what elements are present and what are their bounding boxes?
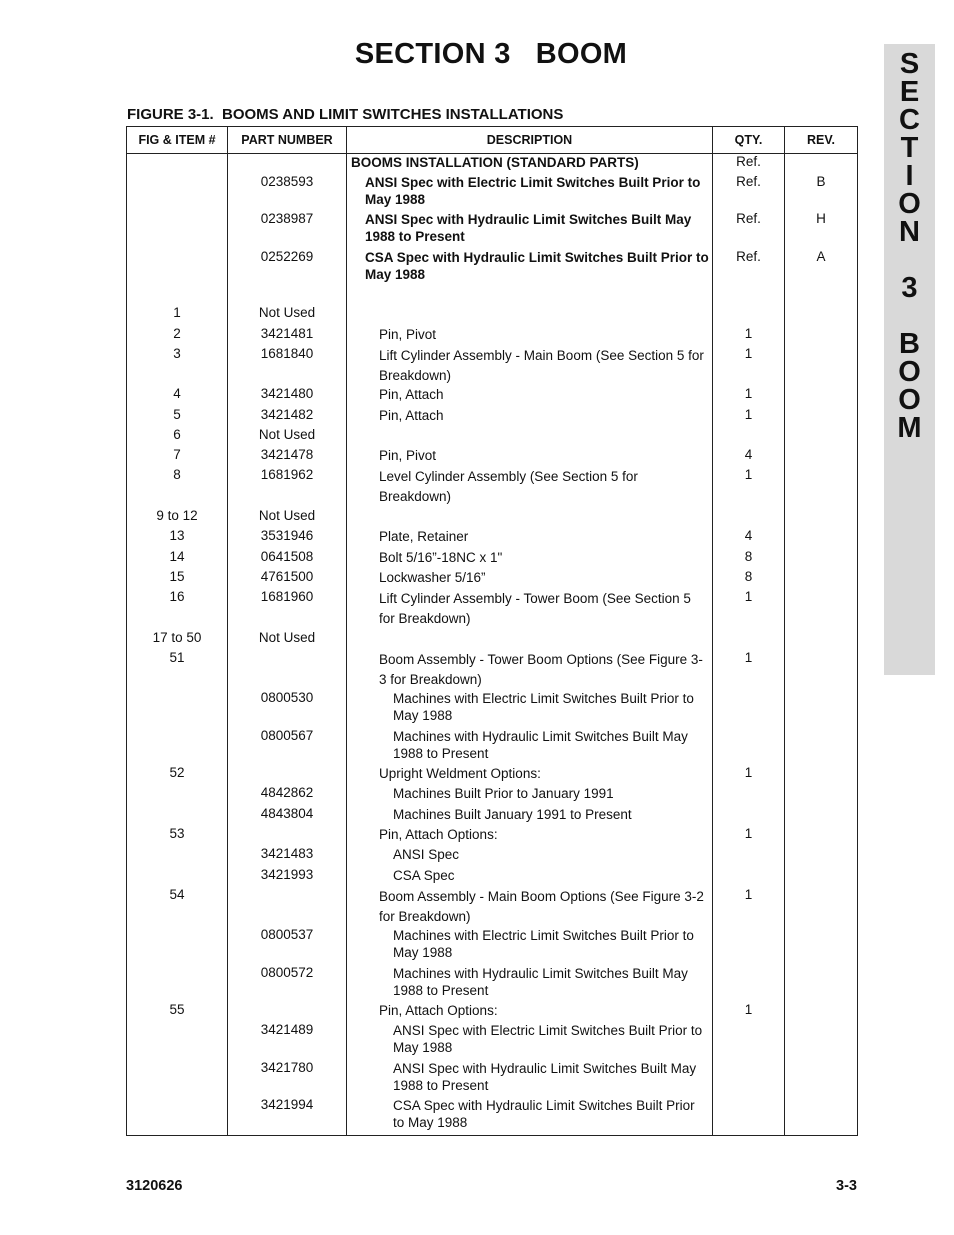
description-cell: ANSI Spec with Electric Limit Switches Built Prior to May 1988 (393, 1023, 703, 1055)
fig-item-cell: 5 (173, 407, 181, 422)
qty-cell: 1 (744, 765, 753, 780)
description-cell: ANSI Spec with Hydraulic Limit Switches Built May 1988 to Present (393, 1061, 697, 1093)
header-qty: QTY. (734, 133, 763, 147)
qty-cell: Ref. (736, 174, 761, 189)
section-side-tab (884, 44, 935, 675)
document-number: 3120626 (126, 1178, 183, 1194)
part-number-cell: 4761500 (260, 569, 314, 584)
qty-cell: 4 (744, 447, 753, 462)
fig-item-cell: 6 (173, 427, 181, 442)
qty-cell: 1 (744, 887, 753, 902)
qty-cell: 1 (744, 467, 753, 482)
description-cell: Bolt 5/16”-18NC x 1" (379, 550, 503, 565)
description-cell: Pin, Pivot (379, 448, 437, 463)
part-number-cell: 4842862 (260, 785, 314, 800)
rev-cell: A (816, 249, 826, 264)
rev-cell: H (816, 211, 826, 226)
side-tab-letter: B (899, 328, 920, 360)
description-cell: Machines with Hydraulic Limit Switches Built May 1988 to Present (393, 966, 688, 998)
qty-cell: 1 (744, 386, 753, 401)
side-tab-letters (884, 44, 935, 442)
description-cell: Level Cylinder Assembly (See Section 5 for Breakdown) (379, 469, 638, 504)
part-number-cell: 3421993 (260, 867, 314, 882)
header-rev: REV. (806, 133, 836, 147)
part-number-cell: 0641508 (260, 549, 314, 564)
part-number-cell: 3421780 (260, 1060, 314, 1075)
figure-title: FIGURE 3-1. BOOMS AND LIMIT SWITCHES INSTALLATIONS (127, 106, 564, 123)
qty-cell: 1 (744, 346, 753, 361)
description-cell: BOOMS INSTALLATION (STANDARD PARTS) (351, 155, 639, 170)
rev-cell: B (816, 174, 826, 189)
part-number-cell: 3421480 (260, 386, 314, 401)
side-tab-letter: I (905, 160, 914, 192)
part-number-cell: 1681960 (260, 589, 314, 604)
qty-cell: 8 (744, 549, 753, 564)
part-number-cell: 1681962 (260, 467, 314, 482)
fig-item-cell: 14 (169, 549, 185, 564)
qty-cell: 1 (744, 589, 753, 604)
part-number-cell: 4843804 (260, 806, 314, 821)
part-number-cell: 0800572 (260, 965, 314, 980)
part-number-cell: Not Used (258, 427, 316, 442)
side-tab-letter: 3 (901, 272, 918, 304)
fig-item-cell: 13 (169, 528, 185, 543)
part-number-cell: 1681840 (260, 346, 314, 361)
description-cell: Boom Assembly - Tower Boom Options (See Figure 3-3 for Breakdown) (379, 652, 703, 687)
column-divider (784, 127, 785, 1135)
fig-item-cell: 52 (169, 765, 185, 780)
part-number-cell: 3421483 (260, 846, 314, 861)
fig-item-cell: 17 to 50 (152, 630, 202, 645)
side-tab-letter: E (899, 76, 920, 108)
description-cell: Machines Built January 1991 to Present (393, 807, 632, 822)
description-cell: Lockwasher 5/16” (379, 570, 486, 585)
fig-item-cell: 15 (169, 569, 185, 584)
side-tab-letter: S (899, 48, 920, 80)
fig-item-cell: 16 (169, 589, 185, 604)
side-tab-letter: O (898, 356, 921, 388)
fig-item-cell: 9 to 12 (156, 508, 198, 523)
description-cell: ANSI Spec with Electric Limit Switches Built Prior to May 1988 (365, 175, 701, 207)
part-number-cell: 3531946 (260, 528, 314, 543)
description-cell: Machines with Hydraulic Limit Switches Built May 1988 to Present (393, 729, 688, 761)
page-number: 3-3 (836, 1178, 857, 1194)
part-number-cell: 3421481 (260, 326, 314, 341)
side-tab-letter: T (900, 132, 919, 164)
part-number-cell: 0800537 (260, 927, 314, 942)
description-cell: Plate, Retainer (379, 529, 469, 544)
qty-cell: Ref. (736, 211, 761, 226)
description-cell: CSA Spec with Hydraulic Limit Switches Built Prior to May 1988 (365, 250, 709, 282)
part-number-cell: 0252269 (260, 249, 314, 264)
part-number-cell: 0238593 (260, 174, 314, 189)
side-tab-letter (884, 302, 935, 330)
side-tab-letter: M (897, 412, 922, 444)
description-cell: Upright Weldment Options: (379, 766, 541, 781)
qty-cell: 8 (744, 569, 753, 584)
side-tab-letter: O (898, 188, 921, 220)
part-number-cell: Not Used (258, 630, 316, 645)
part-number-cell: 0800567 (260, 728, 314, 743)
fig-item-cell: 7 (173, 447, 181, 462)
qty-cell: 1 (744, 650, 753, 665)
fig-item-cell: 54 (169, 887, 185, 902)
header-description: DESCRIPTION (486, 133, 573, 147)
fig-item-cell: 2 (173, 326, 181, 341)
qty-cell: 1 (744, 1002, 753, 1017)
qty-cell: Ref. (736, 249, 761, 264)
fig-item-cell: 3 (173, 346, 181, 361)
fig-item-cell: 4 (173, 386, 181, 401)
side-tab-letter: O (898, 384, 921, 416)
part-number-cell: 3421489 (260, 1022, 314, 1037)
part-number-cell: 0800530 (260, 690, 314, 705)
side-tab-letter (884, 246, 935, 274)
side-tab-letter: C (899, 104, 920, 136)
description-cell: Pin, Attach Options: (379, 827, 498, 842)
description-cell: Lift Cylinder Assembly - Main Boom (See Section 5 for Breakdown) (379, 348, 704, 383)
part-number-cell: 3421478 (260, 447, 314, 462)
description-cell: Machines with Electric Limit Switches Built Prior to May 1988 (393, 928, 694, 960)
parts-table (126, 126, 858, 1136)
header-fig-item: FIG & ITEM # (138, 133, 216, 147)
fig-item-cell: 51 (169, 650, 185, 665)
part-number-cell: 3421482 (260, 407, 314, 422)
column-divider (712, 127, 713, 1135)
description-cell: Boom Assembly - Main Boom Options (See Figure 3-2 for Breakdown) (379, 889, 704, 924)
fig-item-cell: 8 (173, 467, 181, 482)
part-number-cell: Not Used (258, 508, 316, 523)
column-divider (346, 127, 347, 1135)
description-cell: Pin, Pivot (379, 327, 437, 342)
description-cell: Machines Built Prior to January 1991 (393, 786, 614, 801)
part-number-cell: 0238987 (260, 211, 314, 226)
description-cell: ANSI Spec (393, 847, 460, 862)
description-cell: CSA Spec with Hydraulic Limit Switches Built Prior to May 1988 (393, 1098, 695, 1130)
side-tab-letter: N (899, 216, 920, 248)
qty-cell: Ref. (736, 154, 761, 169)
header-part-number: PART NUMBER (241, 133, 333, 147)
qty-cell: 4 (744, 528, 753, 543)
description-cell: Machines with Electric Limit Switches Built Prior to May 1988 (393, 691, 694, 723)
description-cell: Pin, Attach Options: (379, 1003, 498, 1018)
qty-cell: 1 (744, 826, 753, 841)
qty-cell: 1 (744, 326, 753, 341)
description-cell: Pin, Attach (379, 408, 444, 423)
fig-item-cell: 53 (169, 826, 185, 841)
description-cell: Lift Cylinder Assembly - Tower Boom (See Section 5 for Breakdown) (379, 591, 691, 626)
qty-cell: 1 (744, 407, 753, 422)
description-cell: Pin, Attach (379, 387, 444, 402)
description-cell: ANSI Spec with Hydraulic Limit Switches Built May 1988 to Present (365, 212, 692, 244)
part-number-cell: 3421994 (260, 1097, 314, 1112)
fig-item-cell: 55 (169, 1002, 185, 1017)
section-title: SECTION 3 BOOM (354, 38, 628, 70)
fig-item-cell: 1 (173, 305, 181, 320)
part-number-cell: Not Used (258, 305, 316, 320)
description-cell: CSA Spec (393, 868, 455, 883)
